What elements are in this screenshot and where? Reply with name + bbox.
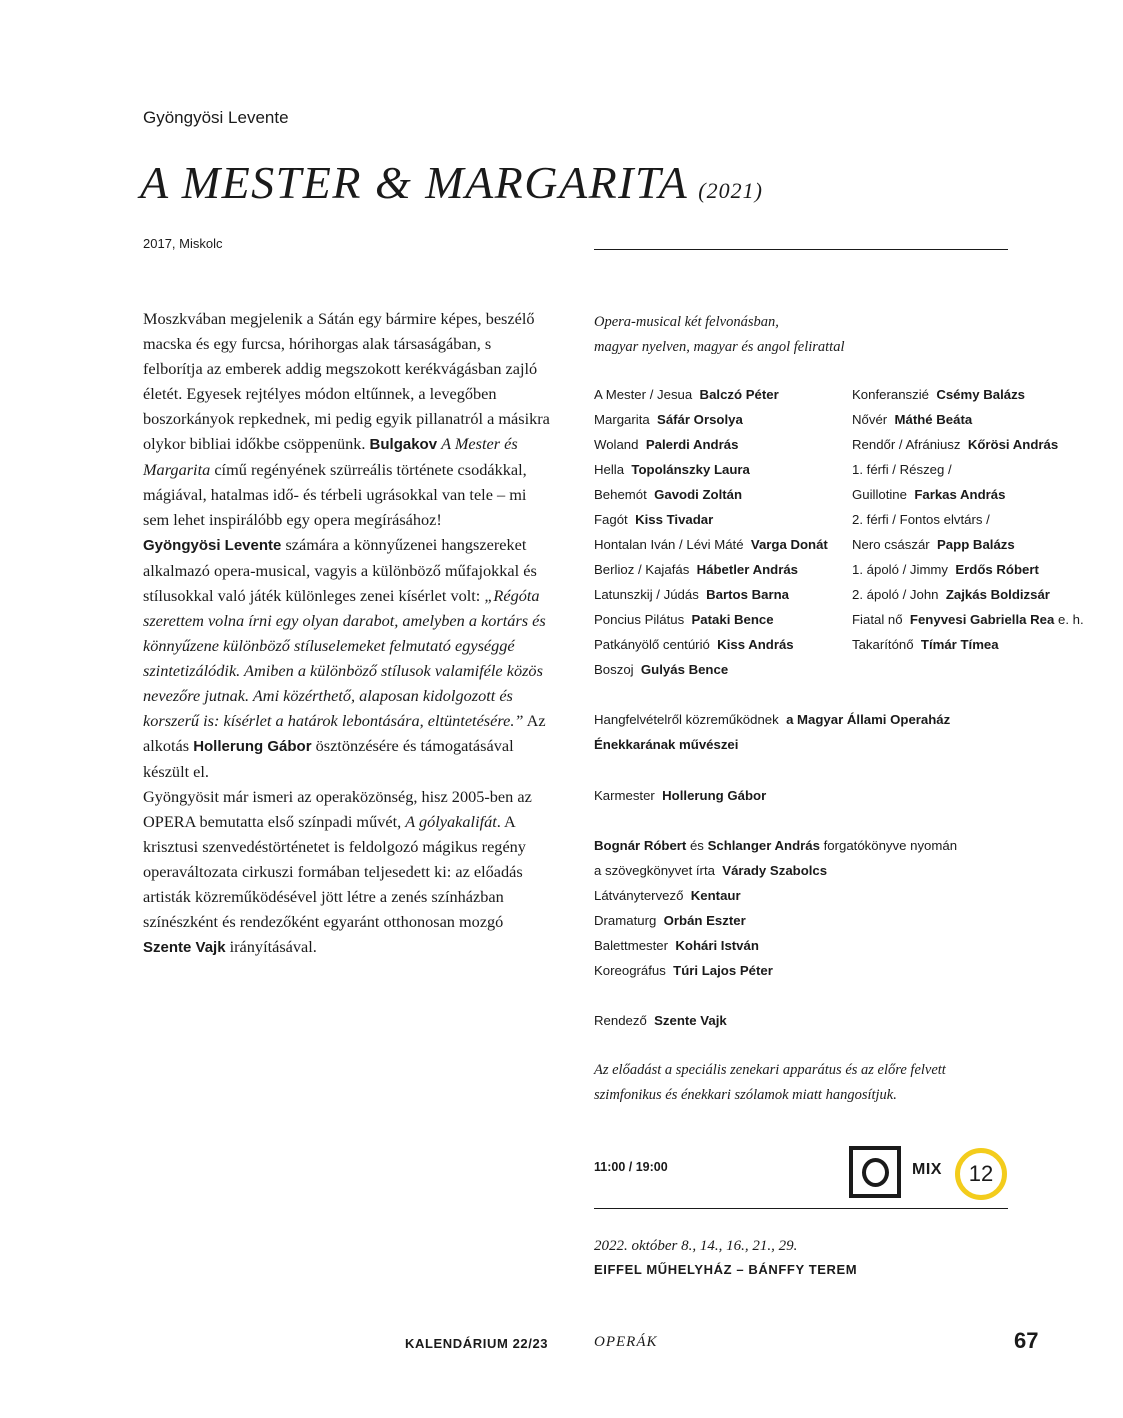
note-line: Az előadást a speciális zenekari apparátus és az előre felvett xyxy=(594,1062,946,1078)
text-run: Gyöngyösit már ismeri az operaközönség, hisz 2005-ben az OPERA bemutatta első színpadi művét, xyxy=(143,787,532,831)
role: Boszoj xyxy=(594,662,634,677)
synopsis xyxy=(143,306,553,960)
cast-row xyxy=(852,632,1084,657)
cast-list-left xyxy=(594,382,828,682)
cast-row xyxy=(852,607,1084,632)
script-credit xyxy=(594,833,957,858)
performer: Fenyvesi Gabriella Rea xyxy=(909,612,1055,627)
director-credit xyxy=(594,1008,727,1033)
cast-row xyxy=(852,532,1084,557)
premiere-info: 2017, Miskolc xyxy=(143,236,223,251)
cast-row xyxy=(594,432,828,457)
director-mention: Szente Vajk xyxy=(143,939,226,956)
performance-dates: 2022. október 8., 14., 16., 21., 29. xyxy=(594,1238,798,1254)
author: Schlanger András xyxy=(707,838,820,853)
cast-row xyxy=(594,582,828,607)
role: Woland xyxy=(594,437,639,452)
text-run: irányításával. xyxy=(225,937,317,956)
mix-label: MIX xyxy=(912,1161,942,1178)
role: a szövegkönyvet írta xyxy=(594,863,715,878)
conductor-credit xyxy=(594,783,766,808)
genre-line: magyar nyelven, magyar és angol felirattal xyxy=(594,339,845,355)
synopsis-paragraph-2 xyxy=(143,532,553,784)
performer: Papp Balázs xyxy=(937,537,1015,552)
crew-row xyxy=(594,908,957,933)
cast-row xyxy=(594,457,828,482)
performer: Gavodi Zoltán xyxy=(654,487,743,502)
cast-list-right xyxy=(852,382,1084,657)
cast-row xyxy=(852,557,1084,582)
role: Látványtervező xyxy=(594,888,684,903)
role: Hontalan Iván / Lévi Máté xyxy=(594,537,744,552)
role: Nero császár xyxy=(852,537,930,552)
cast-row xyxy=(852,457,1084,482)
cast-row xyxy=(594,632,828,657)
performer: Kentaur xyxy=(690,888,741,903)
role: Patkányölő centúrió xyxy=(594,637,710,652)
conductor-mention: Hollerung Gábor xyxy=(193,738,312,755)
sound-note xyxy=(594,1058,946,1108)
role: Guillotine xyxy=(852,487,907,502)
role: Fiatal nő xyxy=(852,612,903,627)
cast-row xyxy=(852,582,1084,607)
role: Balettmester xyxy=(594,938,669,953)
cast-row xyxy=(594,657,828,682)
role: Konferanszié xyxy=(852,387,929,402)
role: Margarita xyxy=(594,412,650,427)
text-run: ösztönzésére és támogatásával készült el. xyxy=(143,736,514,781)
cast-row xyxy=(594,507,828,532)
performer: Hábetler András xyxy=(696,562,799,577)
libretto-credit xyxy=(594,858,957,883)
role: Latunszkij / Júdás xyxy=(594,587,699,602)
cast-row xyxy=(594,382,828,407)
synopsis-paragraph-1 xyxy=(143,306,553,532)
performer: Várady Szabolcs xyxy=(722,863,828,878)
crew-row xyxy=(594,883,957,908)
performer: Hollerung Gábor xyxy=(662,788,767,803)
role: A Mester / Jesua xyxy=(594,387,693,402)
cast-row xyxy=(852,482,1084,507)
novel-title: A Mester és Margarita xyxy=(143,434,518,479)
performer: Orbán Eszter xyxy=(663,913,746,928)
age-rating-badge: 12 xyxy=(955,1148,1007,1200)
title-text: A MESTER & MARGARITA xyxy=(140,157,689,208)
cast-row xyxy=(852,382,1084,407)
title-year: (2021) xyxy=(698,178,763,203)
performer: Túri Lajos Péter xyxy=(673,963,773,978)
performer: a Magyar Állami Operaház xyxy=(786,712,951,727)
performer: Zajkás Boldizsár xyxy=(945,587,1050,602)
role: Hangfelvételről közreműködnek xyxy=(594,712,779,727)
role: Berlioz / Kajafás xyxy=(594,562,690,577)
opera-logo-icon xyxy=(849,1146,901,1198)
performer: Szente Vajk xyxy=(654,1013,727,1028)
composer-mention: Gyöngyösi Levente xyxy=(143,537,282,554)
composer-name: Gyöngyösi Levente xyxy=(143,108,289,127)
performer: Csémy Balázs xyxy=(936,387,1026,402)
cast-row xyxy=(594,557,828,582)
venue: EIFFEL MŰHELYHÁZ – BÁNFFY TEREM xyxy=(594,1262,858,1277)
creative-team xyxy=(594,833,957,983)
performer: Palerdi András xyxy=(645,437,739,452)
cast-row xyxy=(852,432,1084,457)
performer: Farkas András xyxy=(914,487,1006,502)
performer: Énekkarának művészei xyxy=(594,737,739,752)
header-rule xyxy=(594,249,1008,250)
text-run: című regényének szürreális története csodákkal, mágiával, hatalmas idő- és térbeli ugrásokkal van tele – mi sem lehet inspirálóbb egy opera megírásához! xyxy=(143,460,527,529)
performer: Tímár Tímea xyxy=(920,637,999,652)
genre-description xyxy=(594,310,844,360)
performer: Pataki Bence xyxy=(691,612,774,627)
crew-row xyxy=(594,933,957,958)
author: Bognár Róbert xyxy=(594,838,687,853)
schedule-rule xyxy=(594,1208,1008,1209)
role: 2. férfi / Fontos elvtárs / xyxy=(852,512,990,527)
crew-row xyxy=(594,958,957,983)
role: Takarítónő xyxy=(852,637,914,652)
performer: Máthé Beáta xyxy=(894,412,973,427)
text-run: forgatókönyve nyomán xyxy=(819,838,958,853)
performer: Varga Donát xyxy=(750,537,828,552)
composer-quote: „Régóta szerettem volna írni egy olyan darabot, amelyben a kortárs és könnyűzene különböző stíluselemeket felmutató egységgé szintetizálódik. Amiben a különböző stílusok valamiféle közös nevezőre jutnak. Ami közérthető, alaposan kidolgozott és korszerű is: kísérlet a határok lebontására, eltüntetésére.” xyxy=(143,586,546,730)
role: Rendőr / Afrániusz xyxy=(852,437,961,452)
cast-row xyxy=(594,532,828,557)
cast-row xyxy=(852,507,1084,532)
role: Hella xyxy=(594,462,625,477)
performer: Balczó Péter xyxy=(699,387,779,402)
performer: Kohári István xyxy=(675,938,759,953)
performer: Gulyás Bence xyxy=(640,662,729,677)
performer: Bartos Barna xyxy=(706,587,789,602)
role: Karmester xyxy=(594,788,655,803)
performer: Sáfár Orsolya xyxy=(657,412,743,427)
role: 1. férfi / Részeg / xyxy=(852,462,952,477)
role: Dramaturg xyxy=(594,913,657,928)
text-run: számára a könnyűzenei hangszereket alkalmazó opera-musical, vagyis a különböző műfajokkal és stílusokkal való játék különleges zenei kísérlet volt: xyxy=(143,535,537,605)
cast-row xyxy=(594,407,828,432)
role: Poncius Pilátus xyxy=(594,612,685,627)
performer: Topolánszky Laura xyxy=(631,462,750,477)
role: Fagót xyxy=(594,512,628,527)
footer-section: OPERÁK xyxy=(594,1334,658,1350)
recording-credit xyxy=(594,707,950,757)
footer-publication: KALENDÁRIUM 22/23 xyxy=(405,1336,549,1351)
production-title xyxy=(140,156,763,209)
role: 1. ápoló / Jimmy xyxy=(852,562,949,577)
note-line: szimfonikus és énekkari szólamok miatt hangosítjuk. xyxy=(594,1087,897,1103)
show-times: 11:00 / 19:00 xyxy=(594,1160,668,1174)
performer: Erdős Róbert xyxy=(955,562,1039,577)
performer-note: e. h. xyxy=(1054,612,1084,627)
author-name: Bulgakov xyxy=(369,436,438,453)
text-run: Az alkotás xyxy=(143,711,546,755)
role: Nővér xyxy=(852,412,888,427)
genre-line: Opera-musical két felvonásban, xyxy=(594,314,779,330)
page-number: 67 xyxy=(1014,1328,1039,1353)
performer: Kiss Tivadar xyxy=(635,512,714,527)
cast-row xyxy=(594,482,828,507)
synopsis-paragraph-3 xyxy=(143,784,553,960)
text-run: . A krisztusi szenvedéstörténetet is feldolgozó mágikus regény operaváltozata cirkuszi formában teljesedett ki: az előadás artisták közreműködésével jött létre a zenés színházban színészként és rendezőként egyaránt otthonosan mozgó xyxy=(143,812,526,931)
cast-row xyxy=(594,607,828,632)
role: Behemót xyxy=(594,487,647,502)
cast-row xyxy=(852,407,1084,432)
performer: Kőrösi András xyxy=(967,437,1059,452)
role: Koreográfus xyxy=(594,963,666,978)
role: Rendező xyxy=(594,1013,647,1028)
performer: Kiss András xyxy=(717,637,794,652)
text-run: Moszkvában megjelenik a Sátán egy bármire képes, beszélő macska és egy furcsa, hórihorgas alak társaságában, s felborítja az emberek addig megszokott kerékvágásban zajló életét. Egyesek rejtélyes módon eltűnnek, a levegőben boszorkányok repkednek, mi pedig egyik pillanatról a másikra olykor bibliai időkbe csöppenünk. xyxy=(143,309,550,453)
role: 2. ápoló / John xyxy=(852,587,939,602)
text-run: és xyxy=(686,838,708,853)
earlier-work-title: A gólyakalifát xyxy=(405,812,497,831)
